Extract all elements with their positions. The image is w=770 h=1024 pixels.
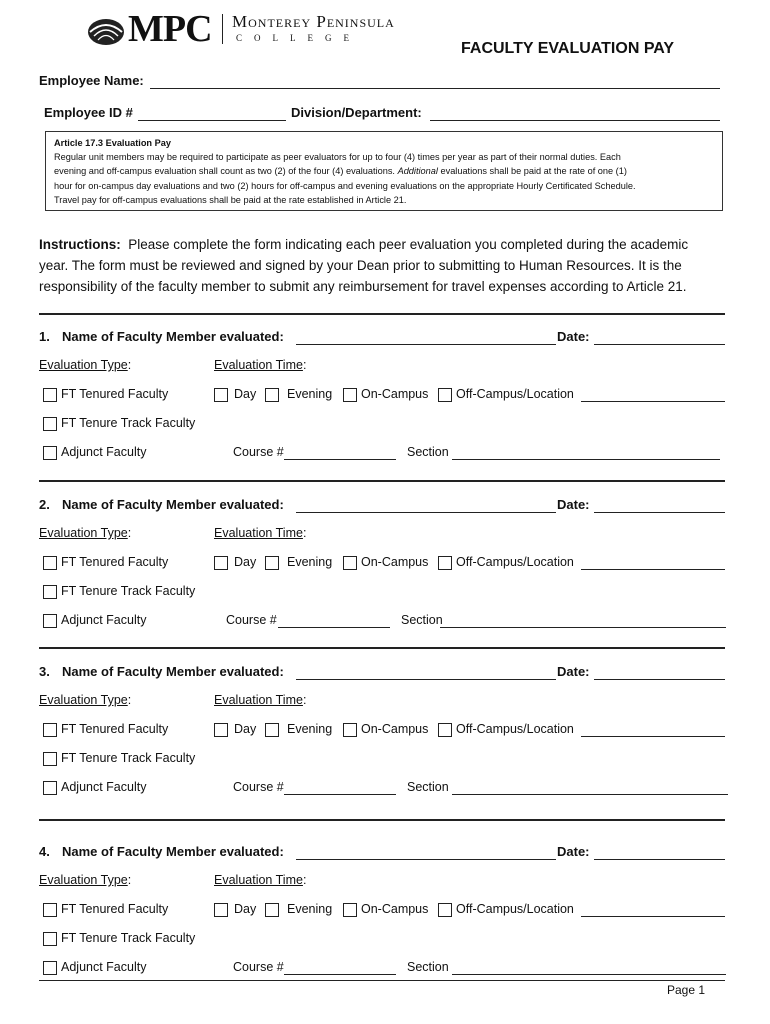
faculty-name-label: Name of Faculty Member evaluated:: [62, 497, 284, 512]
ft-tenured-label: FT Tenured Faculty: [61, 722, 169, 736]
off-campus-checkbox[interactable]: [438, 903, 452, 917]
section-number: 3.: [39, 664, 50, 679]
section-label: Section: [407, 780, 449, 794]
day-checkbox[interactable]: [214, 388, 228, 402]
employee-name-label: Employee Name:: [39, 73, 144, 88]
evaluation-type-label: Evaluation Type:: [39, 873, 132, 887]
date-field[interactable]: [594, 859, 725, 860]
evening-checkbox[interactable]: [265, 556, 279, 570]
section-field[interactable]: [452, 459, 720, 460]
instructions-line-2: year. The form must be reviewed and signed by your Dean prior to submitting to Human Resources. It is the: [39, 258, 682, 273]
section-separator: [39, 313, 725, 315]
adjunct-label: Adjunct Faculty: [61, 780, 147, 794]
faculty-name-label: Name of Faculty Member evaluated:: [62, 329, 284, 344]
evaluation-time-label: Evaluation Time:: [214, 526, 307, 540]
off-campus-location-field[interactable]: [581, 916, 725, 917]
off-campus-label: Off-Campus/Location: [456, 387, 574, 401]
employee-name-field[interactable]: [150, 88, 720, 89]
ft-tenured-label: FT Tenured Faculty: [61, 387, 169, 401]
on-campus-checkbox[interactable]: [343, 556, 357, 570]
off-campus-location-field[interactable]: [581, 569, 725, 570]
course-field[interactable]: [284, 974, 396, 975]
course-label: Course #: [226, 613, 277, 627]
section-label: Section: [407, 960, 449, 974]
shell-logo-icon: [86, 12, 126, 48]
section-number: 4.: [39, 844, 50, 859]
evening-label: Evening: [287, 387, 333, 401]
ft-tenure-track-label: FT Tenure Track Faculty: [61, 584, 196, 598]
article-line-4: Travel pay for off-campus evaluations shall be paid at the rate established in Article 21.: [54, 194, 407, 205]
faculty-name-field[interactable]: [296, 859, 556, 860]
off-campus-location-field[interactable]: [581, 401, 725, 402]
division-department-label: Division/Department:: [291, 105, 422, 120]
evening-label: Evening: [287, 555, 333, 569]
day-label: Day: [234, 722, 257, 736]
article-line-2: evening and off-campus evaluation shall count as two (2) of the four (4) evaluations. Additional evaluations shall be paid at the rate of one (1): [54, 166, 627, 177]
employee-id-label: Employee ID #: [44, 105, 133, 120]
instructions: [39, 234, 729, 297]
instructions-label: Instructions:: [39, 237, 121, 252]
section-separator: [39, 480, 725, 482]
ft-tenure-track-checkbox[interactable]: [43, 932, 57, 946]
article-line-1: Regular unit members may be required to participate as peer evaluators for up to four (4) times per year as part of their normal duties. Each: [54, 152, 621, 163]
ft-tenured-checkbox[interactable]: [43, 388, 57, 402]
date-label: Date:: [557, 329, 590, 344]
ft-tenure-track-label: FT Tenure Track Faculty: [61, 416, 196, 430]
adjunct-label: Adjunct Faculty: [61, 960, 147, 974]
form-title: FACULTY EVALUATION PAY: [461, 40, 675, 57]
adjunct-checkbox[interactable]: [43, 614, 57, 628]
ft-tenure-track-label: FT Tenure Track Faculty: [61, 931, 196, 945]
page-number: Page 1: [667, 983, 706, 997]
course-field[interactable]: [278, 627, 390, 628]
day-label: Day: [234, 387, 257, 401]
off-campus-label: Off-Campus/Location: [456, 555, 574, 569]
logo-college-name: Monterey Peninsula: [232, 12, 395, 31]
section-field[interactable]: [440, 627, 726, 628]
employee-id-field[interactable]: [138, 120, 286, 121]
evening-label: Evening: [287, 722, 333, 736]
ft-tenured-label: FT Tenured Faculty: [61, 902, 169, 916]
off-campus-label: Off-Campus/Location: [456, 902, 574, 916]
section-field[interactable]: [452, 974, 726, 975]
ft-tenure-track-checkbox[interactable]: [43, 585, 57, 599]
date-label: Date:: [557, 844, 590, 859]
day-checkbox[interactable]: [214, 723, 228, 737]
off-campus-checkbox[interactable]: [438, 556, 452, 570]
evaluation-time-label: Evaluation Time:: [214, 693, 307, 707]
evening-label: Evening: [287, 902, 333, 916]
evaluation-time-label: Evaluation Time:: [214, 358, 307, 372]
day-checkbox[interactable]: [214, 556, 228, 570]
faculty-name-label: Name of Faculty Member evaluated:: [62, 844, 284, 859]
evening-checkbox[interactable]: [265, 388, 279, 402]
footer-rule: [39, 980, 725, 981]
evening-checkbox[interactable]: [265, 903, 279, 917]
article-line-3: hour for on-campus day evaluations and two (2) hours for off-campus and evening evaluations on the appropriate Hourly Certificated Schedule.: [54, 180, 636, 191]
on-campus-label: On-Campus: [361, 387, 429, 401]
course-field[interactable]: [284, 794, 396, 795]
article-heading: Article 17.3 Evaluation Pay: [54, 138, 171, 148]
evaluation-time-label: Evaluation Time:: [214, 873, 307, 887]
evening-checkbox[interactable]: [265, 723, 279, 737]
faculty-name-label: Name of Faculty Member evaluated:: [62, 664, 284, 679]
instructions-line-3: responsibility of the faculty member to submit any reimbursement for travel expenses according to Article 21.: [39, 279, 687, 294]
faculty-name-field[interactable]: [296, 344, 556, 345]
faculty-name-field[interactable]: [296, 679, 556, 680]
section-label: Section: [407, 445, 449, 459]
date-label: Date:: [557, 664, 590, 679]
ft-tenure-track-checkbox[interactable]: [43, 752, 57, 766]
on-campus-checkbox[interactable]: [343, 903, 357, 917]
adjunct-label: Adjunct Faculty: [61, 445, 147, 459]
adjunct-checkbox[interactable]: [43, 446, 57, 460]
date-field[interactable]: [594, 679, 725, 680]
on-campus-label: On-Campus: [361, 902, 429, 916]
college-logo: [86, 8, 454, 50]
off-campus-label: Off-Campus/Location: [456, 722, 574, 736]
date-field[interactable]: [594, 512, 725, 513]
off-campus-checkbox[interactable]: [438, 723, 452, 737]
course-field[interactable]: [284, 459, 396, 460]
date-field[interactable]: [594, 344, 725, 345]
section-number: 1.: [39, 329, 50, 344]
section-separator: [39, 647, 725, 649]
ft-tenured-checkbox[interactable]: [43, 723, 57, 737]
evaluation-type-label: Evaluation Type:: [39, 693, 132, 707]
on-campus-checkbox[interactable]: [343, 388, 357, 402]
off-campus-checkbox[interactable]: [438, 388, 452, 402]
ft-tenured-checkbox[interactable]: [43, 903, 57, 917]
evaluation-type-label: Evaluation Type:: [39, 358, 132, 372]
day-label: Day: [234, 555, 257, 569]
day-label: Day: [234, 902, 257, 916]
section-label: Section: [401, 613, 443, 627]
section-field[interactable]: [452, 794, 728, 795]
course-label: Course #: [233, 780, 284, 794]
logo-abbreviation: MPC: [128, 8, 212, 50]
on-campus-label: On-Campus: [361, 722, 429, 736]
course-label: Course #: [233, 960, 284, 974]
logo-college-word: COLLEGE: [236, 33, 361, 43]
instructions-line-1: Instructions: Please complete the form indicating each peer evaluation you completed during the academic: [39, 237, 689, 252]
division-department-field[interactable]: [430, 120, 720, 121]
ft-tenure-track-checkbox[interactable]: [43, 417, 57, 431]
on-campus-label: On-Campus: [361, 555, 429, 569]
evaluation-type-label: Evaluation Type:: [39, 526, 132, 540]
ft-tenured-checkbox[interactable]: [43, 556, 57, 570]
ft-tenure-track-label: FT Tenure Track Faculty: [61, 751, 196, 765]
adjunct-checkbox[interactable]: [43, 781, 57, 795]
section-number: 2.: [39, 497, 50, 512]
faculty-name-field[interactable]: [296, 512, 556, 513]
off-campus-location-field[interactable]: [581, 736, 725, 737]
adjunct-checkbox[interactable]: [43, 961, 57, 975]
on-campus-checkbox[interactable]: [343, 723, 357, 737]
logo-divider: [222, 14, 223, 44]
article-box: [45, 131, 723, 211]
section-separator: [39, 819, 725, 821]
course-label: Course #: [233, 445, 284, 459]
day-checkbox[interactable]: [214, 903, 228, 917]
date-label: Date:: [557, 497, 590, 512]
ft-tenured-label: FT Tenured Faculty: [61, 555, 169, 569]
adjunct-label: Adjunct Faculty: [61, 613, 147, 627]
